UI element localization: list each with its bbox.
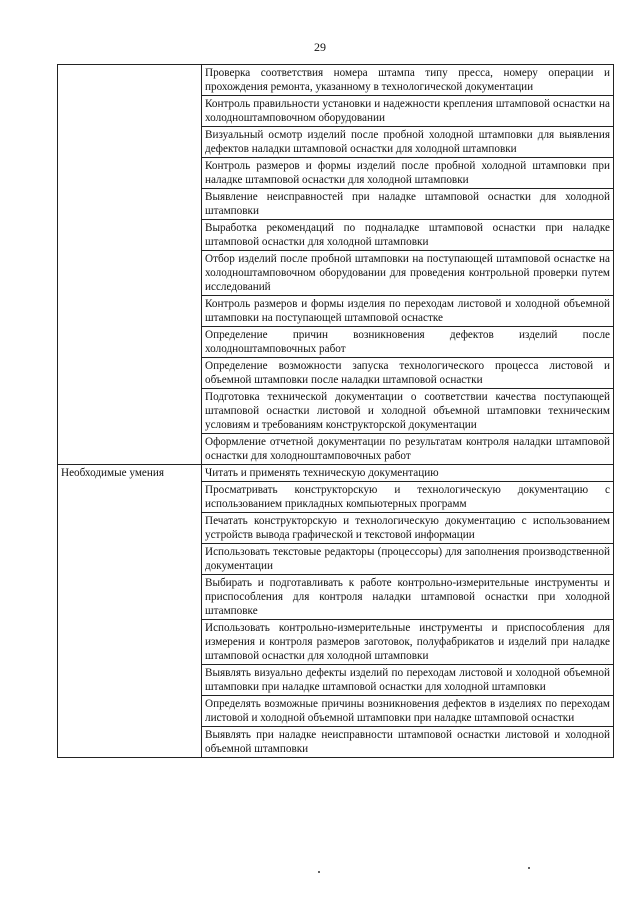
table-cell: Использовать текстовые редакторы (процессоры) для заполнения производственной документации [202,544,614,575]
continued-label-cell [58,65,202,465]
table-cell: Контроль размеров и формы изделий после пробной холодной штамповки при наладке штамповой оснастки для холодной штамповки [202,158,614,189]
scan-speck [528,867,530,869]
table-cell: Определение возможности запуска технологического процесса листовой и объемной штамповки после наладки штамповой оснастки [202,358,614,389]
table-cell: Определение причин возникновения дефектов изделий после холодноштамповочных работ [202,327,614,358]
table-row [58,65,614,96]
table-cell: Печатать конструкторскую и технологическую документацию с использованием устройств вывода графической и текстовой информации [202,513,614,544]
table-cell: Выработка рекомендаций по подналадке штамповой оснастки при наладке штамповой оснастки для холодной штамповки [202,220,614,251]
table-cell: Отбор изделий после пробной штамповки на поступающей штамповой оснастке на холодноштамповочном оборудовании для проведения контрольной проверки путем исследований [202,251,614,296]
table-cell: Выявлять при наладке неисправности штамповой оснастки листовой и холодной объемной штамповки [202,727,614,758]
table-cell: Читать и применять техническую документацию [202,465,614,482]
table-cell: Контроль правильности установки и надежности крепления штамповой оснастки на холодноштамповочном оборудовании [202,96,614,127]
table-cell: Определять возможные причины возникновения дефектов в изделиях по переходам листовой и холодной объемной штамповки при наладке штамповой оснастки [202,696,614,727]
scan-speck [318,871,320,873]
table-cell: Контроль размеров и формы изделия по переходам листовой и холодной объемной штамповки на поступающей штамповой оснастке [202,296,614,327]
table-cell: Выявление неисправностей при наладке штамповой оснастки для холодной штамповки [202,189,614,220]
table-cell: Визуальный осмотр изделий после пробной холодной штамповки для выявления дефектов наладки штамповой оснастки для холодной штамповки [202,127,614,158]
table-cell: Оформление отчетной документации по результатам контроля наладки штамповой оснастки для холодноштамповочных работ [202,434,614,465]
page-number: 29 [314,40,326,54]
table-cell: Выбирать и подготавливать к работе контрольно-измерительные инструменты и приспособления для контроля наладки штамповой оснастки при холодной штамповке [202,575,614,620]
table-cell: Проверка соответствия номера штампа типу пресса, номеру операции и прохождения ремонта, указанному в технологической документации [202,65,614,96]
table-cell: Просматривать конструкторскую и технологическую документацию с использованием прикладных компьютерных программ [202,482,614,513]
table-row [58,465,614,482]
table-cell: Подготовка технической документации о соответствии качества поступающей штамповой оснастки листовой и холодной объемной штамповки техническим условиям и требованиям конструкторской документации [202,389,614,434]
section-label-skills: Необходимые умения [58,465,202,758]
table-cell: Использовать контрольно-измерительные инструменты и приспособления для измерения и контроля размеров заготовок, полуфабрикатов и изделий при наладке штамповой оснастки для холодной штамповки [202,620,614,665]
requirements-table [57,64,614,758]
table-cell: Выявлять визуально дефекты изделий по переходам листовой и холодной объемной штамповки при наладке штамповой оснастки для холодной штамповки [202,665,614,696]
